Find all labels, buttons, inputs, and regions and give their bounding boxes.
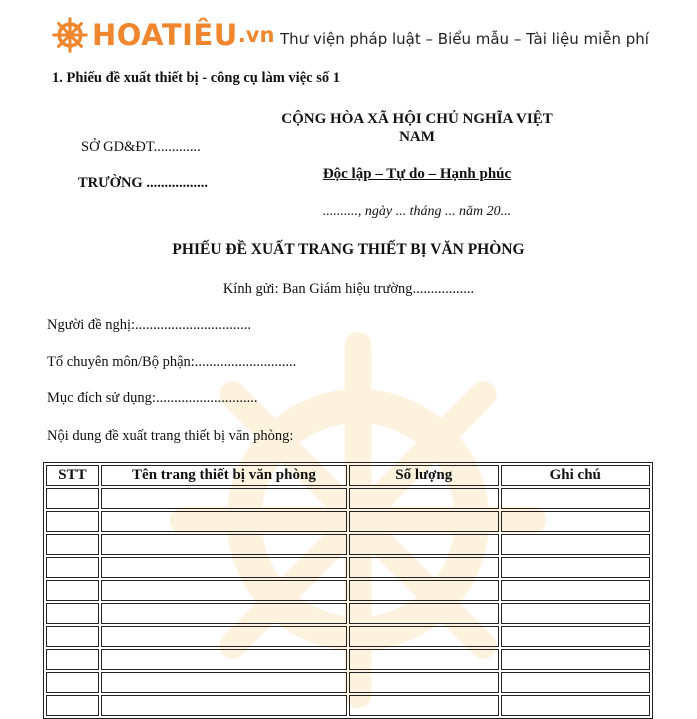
cell-equipment-name[interactable] xyxy=(101,672,347,693)
site-tagline: Thư viện pháp luật – Biểu mẫu – Tài liệu miễn phí xyxy=(280,30,649,48)
form-title: PHIẾU ĐỀ XUẤT TRANG THIẾT BỊ VĂN PHÒNG xyxy=(172,241,525,258)
cell-equipment-name[interactable] xyxy=(101,626,347,647)
cell-equipment-name[interactable] xyxy=(101,603,347,624)
table-row xyxy=(46,511,650,532)
cell-equipment-name[interactable] xyxy=(101,488,347,509)
requester-field: Người đề nghị:................................ xyxy=(47,317,252,333)
purpose-field: Mục đích sử dụng:............................ xyxy=(47,390,258,406)
cell-equipment-name[interactable] xyxy=(101,695,347,716)
table-header-row xyxy=(46,465,650,486)
cell-note[interactable] xyxy=(501,649,650,670)
cell-quantity[interactable] xyxy=(349,649,499,670)
cell-stt[interactable] xyxy=(46,488,99,509)
cell-equipment-name[interactable] xyxy=(101,649,347,670)
ship-wheel-logo-icon xyxy=(52,17,88,53)
section-title: 1. Phiếu đề xuất thiết bị - công cụ làm việc số 1 xyxy=(52,70,340,86)
school-line: TRƯỜNG ................. xyxy=(78,175,208,191)
cell-stt[interactable] xyxy=(46,626,99,647)
cell-quantity[interactable] xyxy=(349,672,499,693)
table-row xyxy=(46,534,650,555)
cell-quantity[interactable] xyxy=(349,488,499,509)
cell-stt[interactable] xyxy=(46,534,99,555)
header-equipment-name: Tên trang thiết bị văn phòng xyxy=(101,465,347,486)
cell-note[interactable] xyxy=(501,603,650,624)
cell-stt[interactable] xyxy=(46,511,99,532)
table-row xyxy=(46,580,650,601)
cell-stt[interactable] xyxy=(46,695,99,716)
cell-note[interactable] xyxy=(501,626,650,647)
cell-note[interactable] xyxy=(501,511,650,532)
cell-note[interactable] xyxy=(501,557,650,578)
cell-note[interactable] xyxy=(501,534,650,555)
cell-note[interactable] xyxy=(501,695,650,716)
cell-note[interactable] xyxy=(501,672,650,693)
cell-equipment-name[interactable] xyxy=(101,511,347,532)
cell-stt[interactable] xyxy=(46,603,99,624)
table-row xyxy=(46,488,650,509)
cell-quantity[interactable] xyxy=(349,580,499,601)
cell-note[interactable] xyxy=(501,580,650,601)
header-note: Ghi chú xyxy=(501,465,650,486)
site-header xyxy=(52,12,274,58)
recipient-line: Kính gửi: Ban Giám hiệu trường................. xyxy=(222,281,475,297)
cell-stt[interactable] xyxy=(46,580,99,601)
cell-equipment-name[interactable] xyxy=(101,580,347,601)
table-row xyxy=(46,672,650,693)
table-row xyxy=(46,649,650,670)
brand-domain[interactable]: .vn xyxy=(237,23,275,47)
department-field: Tổ chuyên môn/Bộ phận:............................ xyxy=(47,354,297,370)
cell-quantity[interactable] xyxy=(349,626,499,647)
table-row xyxy=(46,557,650,578)
equipment-table xyxy=(43,462,653,719)
national-motto: Độc lập – Tự do – Hạnh phúc xyxy=(322,166,512,182)
cell-note[interactable] xyxy=(501,488,650,509)
cell-quantity[interactable] xyxy=(349,511,499,532)
cell-quantity[interactable] xyxy=(349,534,499,555)
cell-stt[interactable] xyxy=(46,672,99,693)
table-row xyxy=(46,695,650,716)
date-line: .........., ngày ... tháng ... năm 20... xyxy=(322,204,512,219)
cell-quantity[interactable] xyxy=(349,695,499,716)
brand-name[interactable]: HOATIÊU xyxy=(92,18,238,52)
cell-stt[interactable] xyxy=(46,557,99,578)
content-label: Nội dung đề xuất trang thiết bị văn phòng: xyxy=(47,428,294,444)
header-stt: STT xyxy=(46,465,99,486)
cell-stt[interactable] xyxy=(46,649,99,670)
cell-equipment-name[interactable] xyxy=(101,534,347,555)
department-line: SỞ GD&ĐT............. xyxy=(81,139,201,155)
header-quantity: Số lượng xyxy=(349,465,499,486)
republic-heading: CỘNG HÒA XÃ HỘI CHỦ NGHĨA VIỆT NAM xyxy=(281,111,553,145)
cell-quantity[interactable] xyxy=(349,603,499,624)
table-body xyxy=(46,488,650,716)
table-row xyxy=(46,603,650,624)
table-row xyxy=(46,626,650,647)
cell-quantity[interactable] xyxy=(349,557,499,578)
cell-equipment-name[interactable] xyxy=(101,557,347,578)
